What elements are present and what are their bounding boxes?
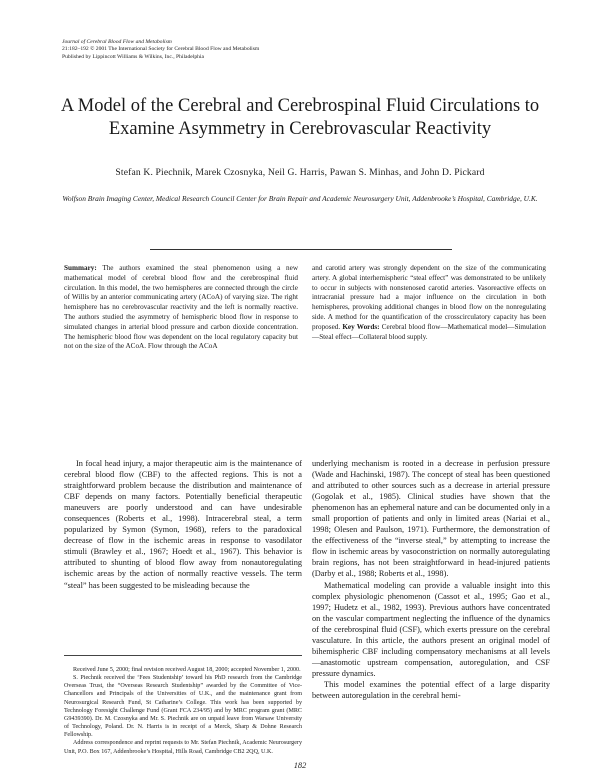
body-paragraph: Mathematical modeling can provide a valuable insight into this complex physiologic phenomenon (Cassot et al., 1995; Gao et al., 1997; Hudetz et al., 1982, 1993). Previous authors have concentrated on the vascular compartment neglecting the influence of the dynamics of the cerebrospinal fluid (CSF), which exerts pressure on the cerebral vasculature. In this article, the authors present an original model of bihemispheric CBF including compensatory mechanisms at all levels—anastomotic upstream compensation, autoregulation, and CSF pressure dynamics. xyxy=(312,580,550,678)
body-left-column xyxy=(64,458,302,591)
journal-citation: 21:182–192 © 2001 The International Society for Cerebral Blood Flow and Metabolism xyxy=(62,46,260,53)
key-words-label: Key Words: xyxy=(342,322,380,331)
author-list: Stefan K. Piechnik, Marek Czosnyka, Neil G. Harris, Pawan S. Minhas, and John D. Pickard xyxy=(115,167,485,178)
body-right-column xyxy=(312,458,550,701)
journal-name: Journal of Cerebral Blood Flow and Metabolism xyxy=(62,39,172,45)
body-paragraph: In focal head injury, a major therapeutic aim is the maintenance of cerebral blood flow (CBF) to the affected regions. This is not a straightforward problem because the distribution and maintenance of CBF depends on many factors. Potentially beneficial therapeutic maneuvers are poorly understood and can have undesirable consequences (Roberts et al., 1998). Intracerebral steal, a term popularized by Symon (Symon, 1968), refers to the paradoxical decrease of flow in the ischemic areas in response to vasodilator stimuli (Brawley et al., 1967; Hoedt et al., 1967). This behavior is attributed to shunting of blood flow away from nonautoregulating ischemic areas by the action of normally reactive vessels. The term “steal” has been suggested to be misleading because the xyxy=(64,459,302,590)
paper-title: A Model of the Cerebral and Cerebrospinal Fluid Circulations to Examine Asymmetry in Cerebrovascular Reactivity xyxy=(60,96,540,139)
page-number: 182 xyxy=(293,761,307,770)
key-words: Cerebral blood flow—Mathematical model—Simulation—Steal effect—Collateral blood supply. xyxy=(312,322,546,341)
abstract-divider xyxy=(150,249,452,250)
abstract-label: Summary: xyxy=(64,264,97,272)
footnote-received: Received June 5, 2000; final revision received August 18, 2000; accepted November 1, 2000. xyxy=(73,667,301,673)
abstract-text-left: The authors examined the steal phenomenon using a new mathematical model of cerebral blood flow and the cerebrospinal fluid circulation. In this model, the two hemispheres are connected through the circle of Willis by an anterior communicating artery (ACoA) of varying size. The right hemisphere has no cerebrovascular reactivity and the left is normally reactive. The authors studied the asymmetry of hemispheric blood flow in response to simulated changes in arterial blood pressure and carbon dioxide concentration. The hemispheric blood flow was dependent on the local regulatory capacity but not on the size of the ACoA. Flow through the ACoA xyxy=(64,264,299,351)
footnote-correspondence: Address correspondence and reprint requests to Mr. Stefan Piechnik, Academic Neurosurgery Unit, P.O. Box 167, Addenbrooke’s Hospital, Hills Road, Cambridge CB2 2QQ, U.K. xyxy=(64,740,302,755)
body-paragraph-continuation: underlying mechanism is rooted in a decrease in perfusion pressure (Wade and Hachinski, 1987). The concept of steal has been questioned and attributed to other sources such as a decrease in arterial pressure (Gogolak et al., 1985). Clinical studies have shown that the phenomenon has an ephemeral nature and can be documented only in a small proportion of patients and only in limited areas (Nariai et al., 1998; Olesen and Paulson, 1971). Furthermore, the demonstration of the effectiveness of the “inverse steal,” by attempting to increase the flow in ischemic areas by vasoconstriction on normally autoregulating brain regions, has not been straightforward in head-injured patients (Darby et al., 1988; Roberts et al., 1998). xyxy=(312,459,550,579)
footnote-funding: S. Piechnik received the ‘Fees Studentship’ toward his PhD research from the Cambridge Overseas Trust, the “Overseas Research Studentship” awarded by the Committee of Vice-Chancellors and Principals of the Universities of U.K., and the maintenance grant from Neurosurgical Research Fund, St Catharine’s College. This work has been supported by Technology Foresight Challenge Fund (Grant FCA 234/95) and by MRC program grant (MRC G9439390). Dr. M. Czosnyka and Mr. S. Piechnik are on unpaid leave from Warsaw University of Technology, Poland. Dr. N. Harris is in receipt of a Merck, Sharp & Dohne Research Fellowship. xyxy=(64,675,302,739)
footnote-divider xyxy=(64,655,302,656)
footnotes xyxy=(64,666,302,756)
abstract-text-right: and carotid artery was strongly dependent on the size of the communicating artery. A global interhemispheric “steal effect” was demonstrated to be unlikely to occur in subjects with nonstenosed carotid arteries. Vasoreactive effects on intracranial pressure had a major influence on the circulation in both hemispheres, provoking additional changes in blood flow on the nonregulating side. A method for the quantification of the crosscirculatory capacity has been proposed. xyxy=(312,264,546,331)
journal-publisher: Published by Lippincott Williams & Wilkins, Inc., Philadelphia xyxy=(62,53,204,60)
abstract-left-column xyxy=(64,264,298,352)
body-paragraph: This model examines the potential effect of a large disparity between autoregulation in the cerebral hemi- xyxy=(312,679,550,700)
abstract-right-column xyxy=(312,264,546,342)
journal-header xyxy=(62,39,382,61)
affiliation: Wolfson Brain Imaging Center, Medical Research Council Center for Brain Repair and Academic Neurosurgery Unit, Addenbrooke’s Hospital, Cambridge, U.K. xyxy=(62,194,538,203)
